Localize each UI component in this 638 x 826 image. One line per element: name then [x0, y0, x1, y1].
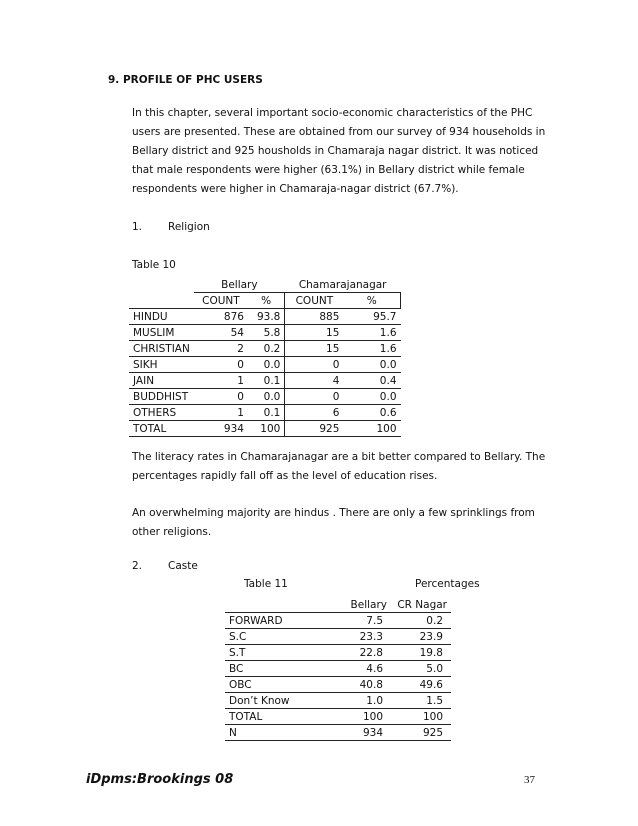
- chamarajanagar-pct: 0.4: [343, 373, 400, 389]
- table-11-row: [225, 629, 451, 645]
- table-10: [129, 277, 401, 437]
- chamarajanagar-pct: 0.0: [343, 357, 400, 373]
- section-heading: 9. PROFILE OF PHC USERS: [108, 74, 263, 86]
- table-11-row: [225, 645, 451, 661]
- bellary-value: 7.5: [331, 613, 391, 629]
- chamarajanagar-count: 4: [285, 373, 344, 389]
- table-10-caption: Table 10: [132, 259, 176, 271]
- bellary-pct: 100: [248, 421, 285, 437]
- bellary-count: 876: [194, 309, 248, 325]
- row-label: SIKH: [129, 357, 194, 373]
- section-1-title: Religion: [168, 221, 210, 233]
- chamarajanagar-pct: 95.7: [343, 309, 400, 325]
- row-label: OTHERS: [129, 405, 194, 421]
- chamarajanagar-count: 925: [285, 421, 344, 437]
- row-label: FORWARD: [225, 613, 331, 629]
- table-11-row: [225, 725, 451, 741]
- section-2-title: Caste: [168, 560, 198, 572]
- bellary-count: 2: [194, 341, 248, 357]
- chamarajanagar-pct: 100: [343, 421, 400, 437]
- chamarajanagar-count: 15: [285, 341, 344, 357]
- intro-paragraph: In this chapter, several important socio-economic characteristics of the PHC users are presented. These are obtained from our survey of 934 households in Bellary district and 925 housholds in Chamaraja nagar district. It was noticed that male respondents were higher (63.1%) in Bellary district while female respondents were higher in Chamaraja-nagar district (67.7%).: [132, 107, 546, 195]
- table-10-row: [129, 325, 401, 341]
- table-11-caption: Table 11: [244, 578, 288, 590]
- table-11-row: [225, 677, 451, 693]
- chamarajanagar-count: 885: [285, 309, 344, 325]
- section-1-number: 1.: [132, 221, 143, 233]
- bellary-count: 1: [194, 373, 248, 389]
- row-label: CHRISTIAN: [129, 341, 194, 357]
- chamarajanagar-count: 6: [285, 405, 344, 421]
- chamarajanagar-pct: 0.6: [343, 405, 400, 421]
- table-10-body: [129, 309, 401, 437]
- literacy-paragraph: The literacy rates in Chamarajanagar are a bit better compared to Bellary. The percentages rapidly fall off as the level of education rises.: [132, 451, 546, 482]
- cr-nagar-value: 1.5: [391, 693, 451, 709]
- header-cr-nagar: CR Nagar: [391, 597, 451, 613]
- chamarajanagar-pct: 0.0: [343, 389, 400, 405]
- table-11-row: [225, 709, 451, 725]
- table-10-sub-header: [129, 293, 401, 309]
- sub-header-pct-2: %: [343, 293, 400, 309]
- header-bellary: Bellary: [331, 597, 391, 613]
- bellary-value: 100: [331, 709, 391, 725]
- row-label: TOTAL: [129, 421, 194, 437]
- group-header-chamarajanagar: Chamarajanagar: [298, 278, 387, 291]
- table-10-group-header: [129, 277, 401, 293]
- row-label: OBC: [225, 677, 331, 693]
- table-11-header: [225, 597, 451, 613]
- bellary-pct: 0.0: [248, 357, 285, 373]
- cr-nagar-value: 5.0: [391, 661, 451, 677]
- sub-header-count-2: COUNT: [285, 293, 344, 309]
- bellary-count: 0: [194, 357, 248, 373]
- table-10-row: [129, 341, 401, 357]
- row-label: JAIN: [129, 373, 194, 389]
- cr-nagar-value: 925: [391, 725, 451, 741]
- bellary-value: 4.6: [331, 661, 391, 677]
- sub-header-pct-1: %: [248, 293, 285, 309]
- table-10-row: [129, 421, 401, 437]
- religion-paragraph: An overwhelming majority are hindus . There are only a few sprinklings from other religions.: [132, 507, 535, 538]
- chamarajanagar-pct: 1.6: [343, 325, 400, 341]
- section-2-number: 2.: [132, 560, 143, 572]
- cr-nagar-value: 23.9: [391, 629, 451, 645]
- table-11-row: [225, 661, 451, 677]
- table-10-row: [129, 405, 401, 421]
- row-label: TOTAL: [225, 709, 331, 725]
- row-label: N: [225, 725, 331, 741]
- chamarajanagar-pct: 1.6: [343, 341, 400, 357]
- table-11-row: [225, 693, 451, 709]
- row-label: BC: [225, 661, 331, 677]
- footer-brand: iDpms:Brookings 08: [86, 772, 234, 787]
- cr-nagar-value: 49.6: [391, 677, 451, 693]
- bellary-value: 23.3: [331, 629, 391, 645]
- table-11-unit: Percentages: [415, 578, 480, 590]
- row-label: MUSLIM: [129, 325, 194, 341]
- bellary-count: 54: [194, 325, 248, 341]
- row-label: HINDU: [129, 309, 194, 325]
- bellary-value: 22.8: [331, 645, 391, 661]
- chamarajanagar-count: 0: [285, 357, 344, 373]
- chamarajanagar-count: 0: [285, 389, 344, 405]
- row-label: BUDDHIST: [129, 389, 194, 405]
- row-label: Don’t Know: [225, 693, 331, 709]
- cr-nagar-value: 19.8: [391, 645, 451, 661]
- sub-header-count-1: COUNT: [194, 293, 248, 309]
- bellary-value: 40.8: [331, 677, 391, 693]
- bellary-count: 934: [194, 421, 248, 437]
- chamarajanagar-count: 15: [285, 325, 344, 341]
- bellary-value: 1.0: [331, 693, 391, 709]
- cr-nagar-value: 0.2: [391, 613, 451, 629]
- table-10-row: [129, 389, 401, 405]
- group-header-bellary: Bellary: [221, 278, 258, 291]
- row-label: S.T: [225, 645, 331, 661]
- table-11-body: [225, 613, 451, 741]
- bellary-value: 934: [331, 725, 391, 741]
- bellary-pct: 0.1: [248, 405, 285, 421]
- bellary-pct: 5.8: [248, 325, 285, 341]
- bellary-pct: 0.1: [248, 373, 285, 389]
- bellary-pct: 0.0: [248, 389, 285, 405]
- table-10-row: [129, 309, 401, 325]
- table-10-row: [129, 373, 401, 389]
- cr-nagar-value: 100: [391, 709, 451, 725]
- bellary-count: 1: [194, 405, 248, 421]
- bellary-pct: 0.2: [248, 341, 285, 357]
- page-number: 37: [524, 774, 535, 786]
- bellary-pct: 93.8: [248, 309, 285, 325]
- bellary-count: 0: [194, 389, 248, 405]
- row-label: S.C: [225, 629, 331, 645]
- table-11-row: [225, 613, 451, 629]
- table-11: [225, 597, 451, 741]
- table-10-row: [129, 357, 401, 373]
